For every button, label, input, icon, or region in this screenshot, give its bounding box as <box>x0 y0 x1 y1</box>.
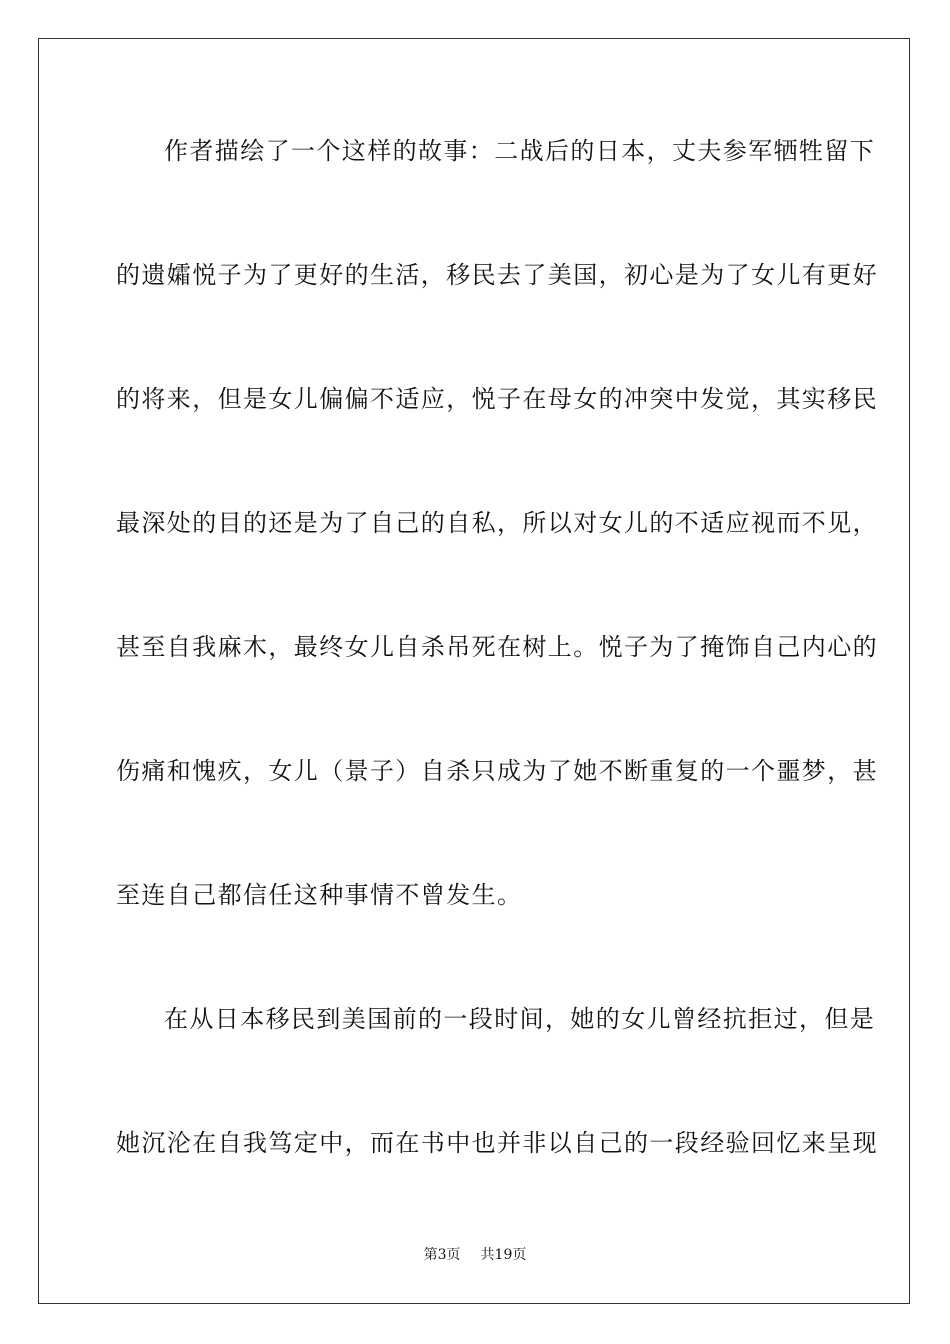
page-border <box>38 38 910 1304</box>
paragraph-1-line-2: 的遗孀悦子为了更好的生活，移民去了美国，初心是为了女儿有更好 <box>116 261 878 289</box>
paragraph-2-line-2: 她沉沦在自我笃定中，而在书中也并非以自己的一段经验回忆来呈现 <box>116 1129 878 1157</box>
page-footer <box>0 1245 950 1265</box>
paragraph-1-line-7: 至连自己都信任这种事情不曾发生。 <box>116 881 523 909</box>
paragraph-1-line-1: 作者描绘了一个这样的故事：二战后的日本，丈夫参军牺牲留下 <box>164 137 876 165</box>
paragraph-1-line-5: 甚至自我麻木，最终女儿自杀吊死在树上。悦子为了掩饰自己内心的 <box>116 633 878 661</box>
page-number: 第3页 <box>423 1247 461 1263</box>
paragraph-1-line-3: 的将来，但是女儿偏偏不适应，悦子在母女的冲突中发觉，其实移民 <box>116 385 878 413</box>
paragraph-1-line-4: 最深处的目的还是为了自己的自私，所以对女儿的不适应视而不见， <box>116 509 878 537</box>
page-total: 共19页 <box>480 1247 527 1263</box>
paragraph-2-line-1: 在从日本移民到美国前的一段时间，她的女儿曾经抗拒过，但是 <box>164 1005 876 1033</box>
paragraph-1-line-6: 伤痛和愧疚，女儿（景子）自杀只成为了她不断重复的一个噩梦，甚 <box>116 757 878 785</box>
